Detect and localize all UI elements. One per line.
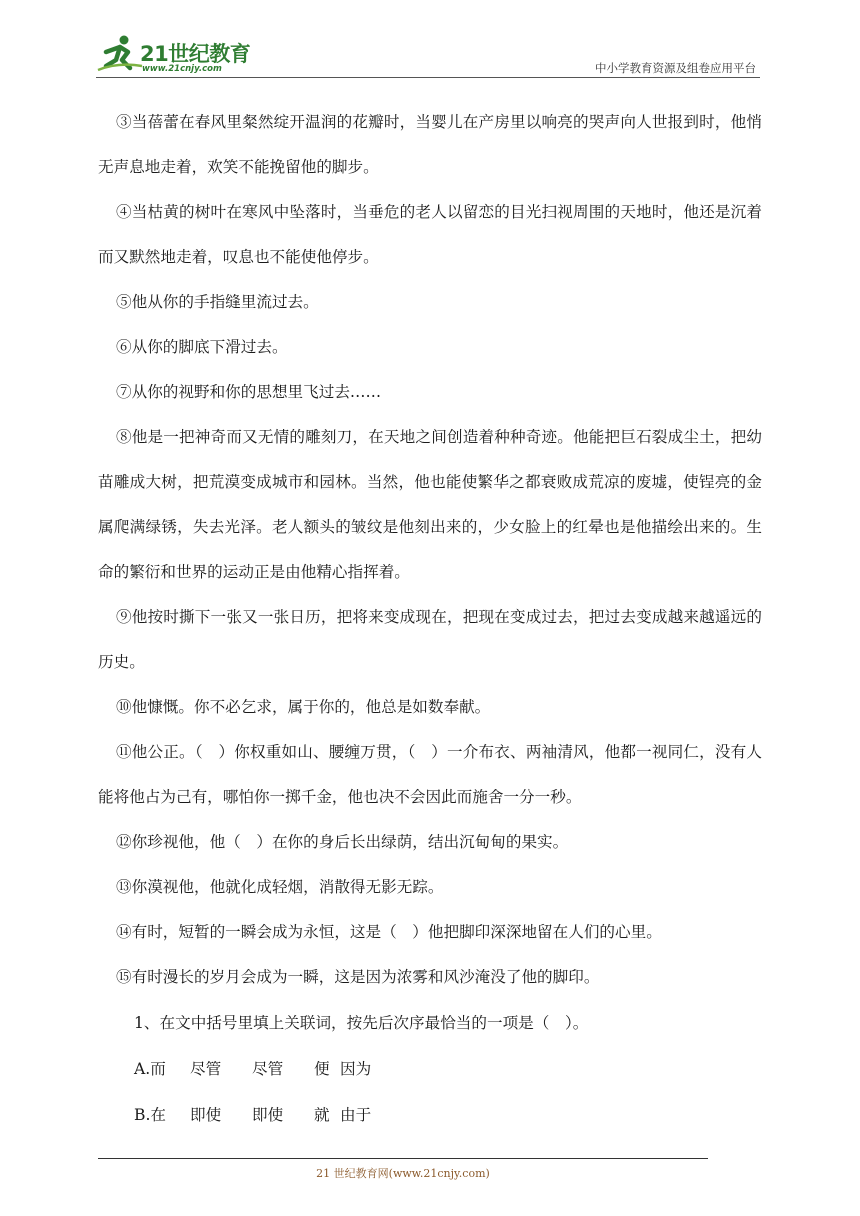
- option-word: 便: [314, 1060, 330, 1078]
- paragraph-14: ⑭有时，短暂的一瞬会成为永恒，这是（ ）他把脚印深深地留在人们的心里。: [116, 923, 662, 941]
- paragraph-9: ⑨他按时撕下一张又一张日历，把将来变成现在，把现在变成过去，把过去变成越来越遥远的历史。: [98, 608, 762, 671]
- logo-text: 21世纪教育: [140, 42, 251, 66]
- question-1: 1、在文中括号里填上关联词，按先后次序最恰当的一项是（ ）。: [134, 1014, 589, 1032]
- paragraph-6: ⑥从你的脚底下滑过去。: [116, 338, 288, 356]
- paragraph-11: ⑪他公正。（ ）你权重如山、腰缠万贯，（ ）一介布衣、两袖清风，他都一视同仁，没有人能将他占为己有，哪怕你一掷千金，他也决不会因此而施舍一分一秒。: [98, 743, 762, 806]
- option-word: 因为: [340, 1060, 372, 1078]
- option-word: 即使: [252, 1106, 284, 1124]
- option-b: [98, 1092, 762, 1138]
- option-label: B.在: [134, 1106, 167, 1124]
- runner-logo-icon: [96, 34, 144, 74]
- page-header: [96, 30, 760, 78]
- option-word: 尽管: [190, 1060, 222, 1078]
- paragraph-12: ⑫你珍视他，他（ ）在你的身后长出绿荫，结出沉甸甸的果实。: [116, 833, 569, 851]
- option-word: 即使: [190, 1106, 222, 1124]
- paragraph-4: ④当枯黄的树叶在寒风中坠落时，当垂危的老人以留恋的目光扫视周围的天地时，他还是沉着而又默然地走着，叹息也不能使他停步。: [98, 203, 762, 266]
- logo-url: www.21cnjy.com: [142, 64, 222, 74]
- paragraph-3: ③当蓓蕾在春风里粲然绽开温润的花瓣时，当婴儿在产房里以响亮的哭声向人世报到时，他悄无声息地走着，欢笑不能挽留他的脚步。: [98, 113, 762, 176]
- document-body: [98, 100, 762, 1138]
- header-platform-text: 中小学教育资源及组卷应用平台: [595, 61, 756, 75]
- paragraph-7: ⑦从你的视野和你的思想里飞过去……: [116, 383, 382, 401]
- paragraph-13: ⑬你漠视他，他就化成轻烟，消散得无影无踪。: [116, 878, 444, 896]
- footer-divider: [98, 1158, 708, 1159]
- option-word: 就: [314, 1106, 330, 1124]
- paragraph-8: ⑧他是一把神奇而又无情的雕刻刀，在天地之间创造着种种奇迹。他能把巨石裂成尘土，把幼苗雕成大树，把荒漠变成城市和园林。当然，他也能使繁华之都衰败成荒凉的废墟，使锃亮的金属爬满绿锈，失去光泽。老人额头的皱纹是他刻出来的，少女脸上的红晕也是他描绘出来的。生命的繁衍和世界的运动正是由他精心指挥着。: [98, 428, 762, 581]
- option-word: 由于: [340, 1106, 372, 1124]
- page-footer: 21 世纪教育网(www.21cnjy.com): [316, 1167, 490, 1180]
- header-divider: [96, 77, 760, 78]
- option-word: 尽管: [252, 1060, 284, 1078]
- option-a: [98, 1046, 762, 1092]
- paragraph-15: ⑮有时漫长的岁月会成为一瞬，这是因为浓雾和风沙淹没了他的脚印。: [116, 968, 600, 986]
- paragraph-10: ⑩他慷慨。你不必乞求，属于你的，他总是如数奉献。: [116, 698, 491, 716]
- site-logo: [96, 34, 266, 74]
- paragraph-5: ⑤他从你的手指缝里流过去。: [116, 293, 319, 311]
- option-label: A.而: [134, 1060, 166, 1078]
